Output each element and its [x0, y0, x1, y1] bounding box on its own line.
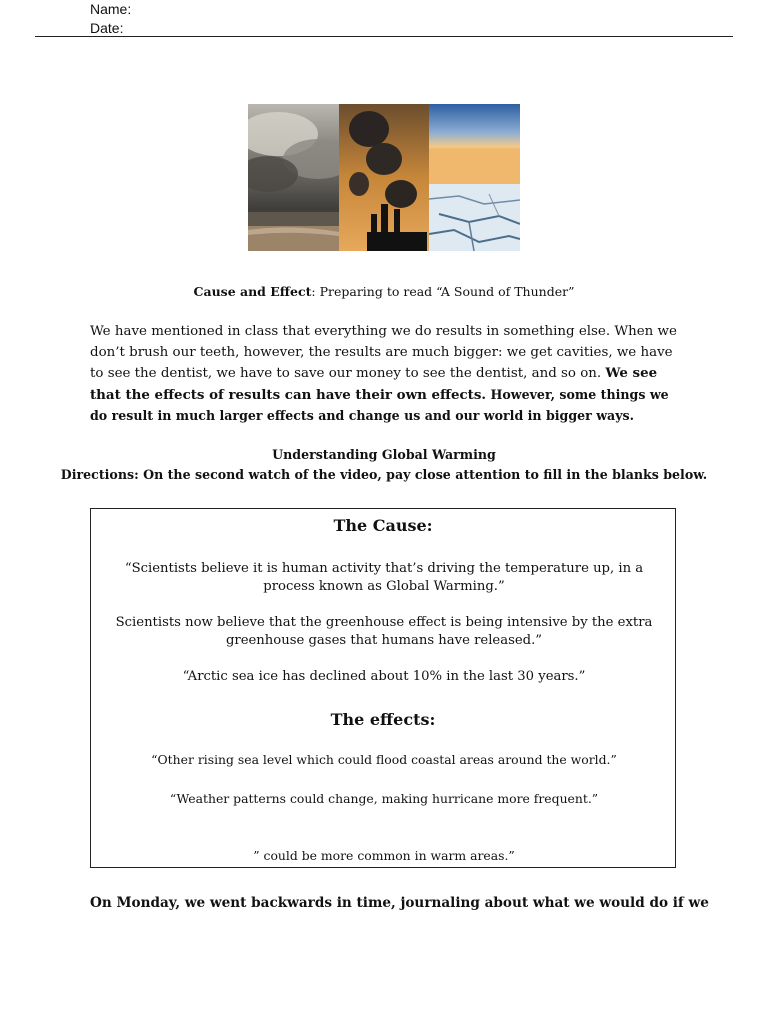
footer-paragraph: On Monday, we went backwards in time, journaling about what we would do if we	[90, 895, 709, 911]
subtitle	[0, 284, 768, 299]
intro-plain: We have mentioned in class that everything we do results in something else. When we don’t brush our teeth, however, the results are much bigger: we get cavities, we have to see the dentist, we have to save our money to see the dentist, and so on.	[90, 324, 677, 382]
sea-ice-photo	[429, 104, 520, 251]
photo-strip	[248, 104, 520, 251]
cause-title: The Cause:	[333, 516, 433, 535]
intro-paragraph	[90, 322, 680, 428]
name-label: Name:	[90, 1, 132, 17]
cause-item-3: “Arctic sea ice has declined about 10% in the last 30 years.”	[182, 669, 586, 684]
subtitle-rest: : Preparing to read “A Sound of Thunder”	[311, 284, 575, 299]
date-label: Date:	[90, 20, 124, 36]
effect-item-2: “Weather patterns could change, making hurricane more frequent.”	[169, 791, 599, 806]
storm-clouds-photo	[248, 104, 339, 251]
intro-bold-small: However, some things we do result in much larger effects and change us and our world in bigger ways.	[90, 386, 669, 424]
intro-bold: We see that the effects of results can have their own effects.	[90, 365, 658, 403]
section-directions: Directions: On the second watch of the video, pay close attention to fill in the blanks below.	[60, 467, 708, 482]
effect-item-3: ” could be more common in warm areas.”	[253, 848, 515, 863]
effects-title: The effects:	[330, 710, 436, 729]
cause-item-1: “Scientists believe it is human activity that’s driving the temperature up, in a process known as Global Warming.”	[124, 561, 644, 594]
smokestack-pollution-photo	[339, 104, 430, 251]
effect-item-1: “Other rising sea level which could flood coastal areas around the world.”	[151, 752, 617, 767]
section-title: Understanding Global Warming	[272, 447, 496, 462]
subtitle-bold: Cause and Effect	[193, 284, 312, 299]
header-divider	[35, 36, 733, 37]
cause-effect-box	[90, 508, 676, 868]
section-heading	[0, 445, 768, 485]
header-fields	[90, 0, 131, 38]
cause-item-2: Scientists now believe that the greenhouse effect is being intensive by the extra greenhouse gases that humans have released.”	[115, 615, 653, 648]
